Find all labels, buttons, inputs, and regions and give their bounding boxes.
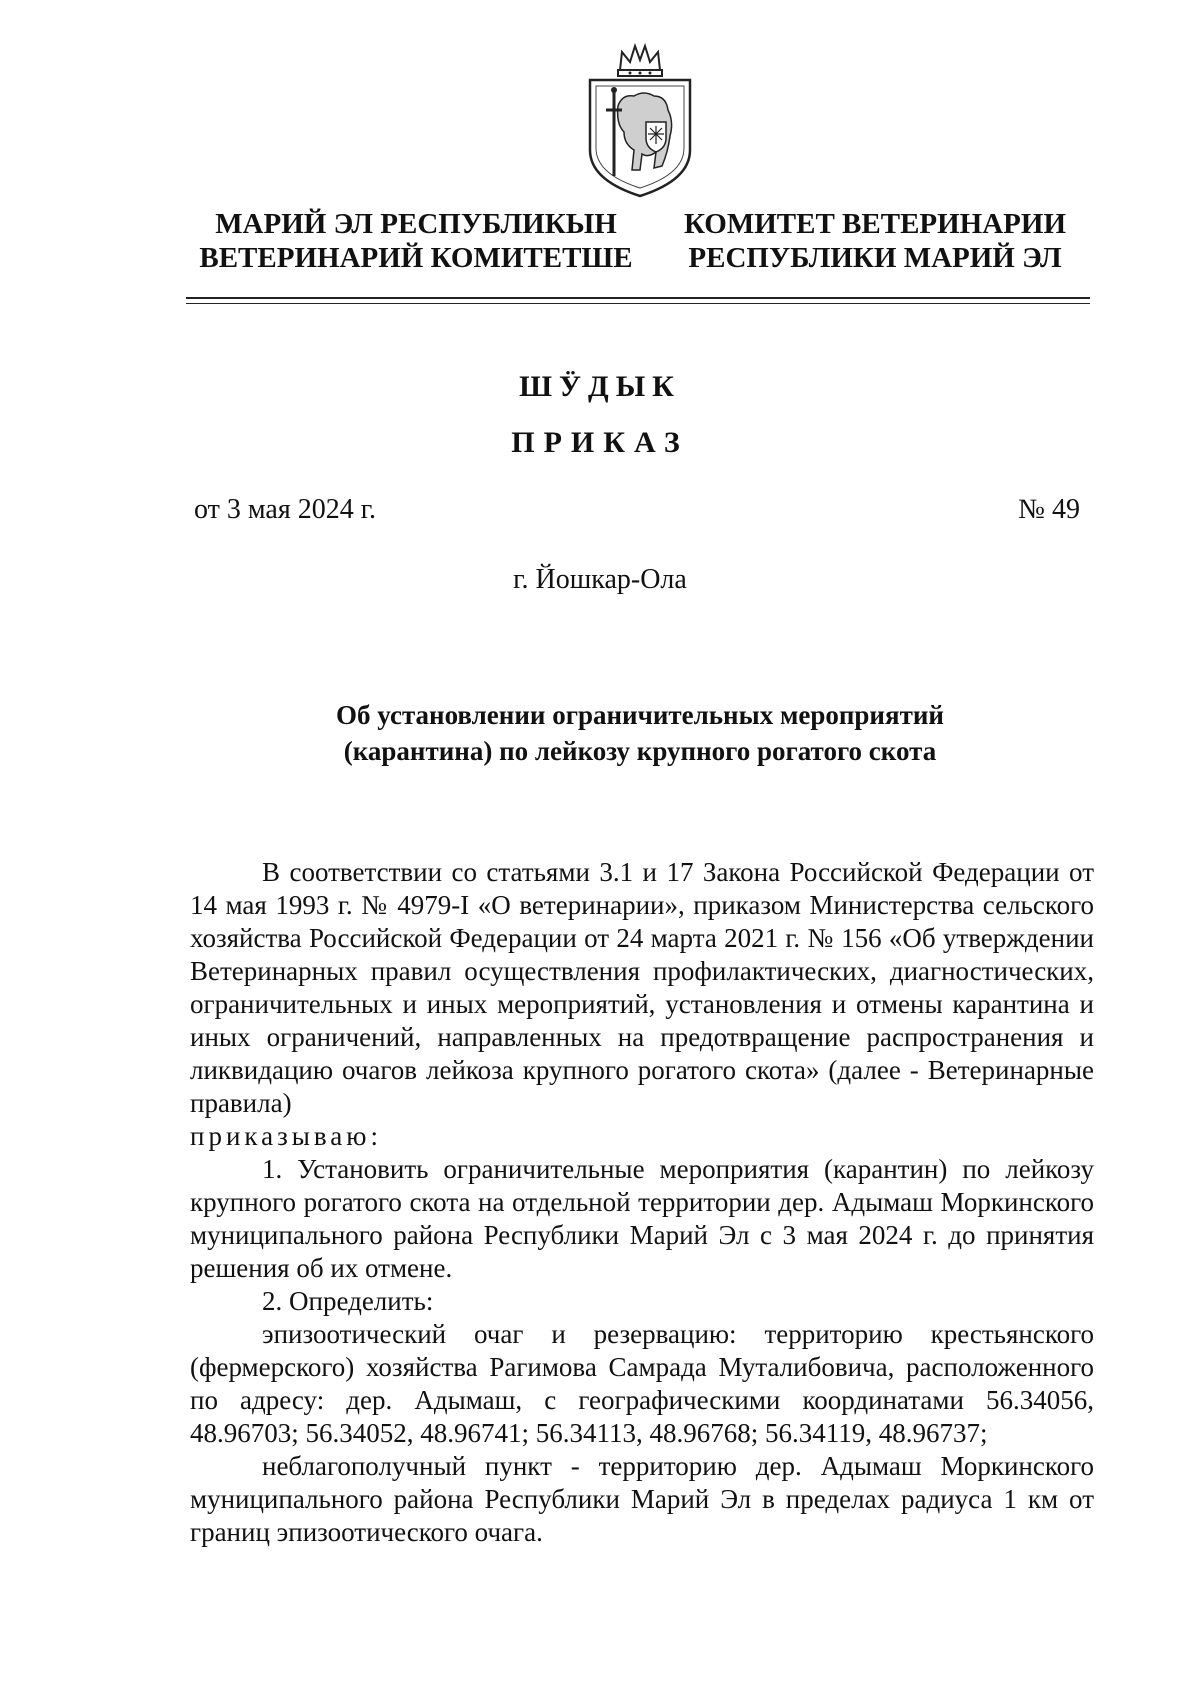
coat-of-arms-icon — [582, 40, 698, 202]
item-2-point-paragraph: неблагополучный пункт - территорию дер. Адымаш Моркинского муниципального района Республики Марий Эл в пределах радиуса 1 км от границ эпизоотического очага. — [190, 1451, 1094, 1547]
order-subject — [190, 697, 1090, 769]
preamble-paragraph: В соответствии со статьями 3.1 и 17 Закона Российской Федерации от 14 мая 1993 г. № 4979-I «О ветеринарии», приказом Министерства сельского хозяйства Российской Федерации от 24 марта 2021 г. № 156 «Об утверждении Ветеринарных правил осуществления профилактических, диагностических, ограничительных и иных мероприятий, установления и отмены карантина и иных ограничений, направленных на предотвращение распространения и ликвидацию очагов лейкоза крупного рогатого скота» (далее - Ветеринарные правила) — [190, 857, 1094, 1118]
header-russian-line1: КОМИТЕТ ВЕТЕРИНАРИИ — [683, 208, 1067, 240]
document-type-mari: ШӰДЫК — [519, 370, 681, 403]
order-body — [190, 856, 1094, 1549]
header-divider-thick — [186, 297, 1090, 299]
order-word: приказываю: — [190, 1121, 382, 1151]
item-1-paragraph: 1. Установить ограничительные мероприятия (карантин) по лейкозу крупного рогатого скота на отдельной территории дер. Адымаш Моркинского муниципального района Республики Марий Эл с 3 мая 2024 г. до принятия решения об их отмене. — [190, 1154, 1094, 1283]
header-mari — [186, 207, 646, 275]
order-number: № 49 — [1018, 494, 1080, 525]
subject-line1: Об установлении ограничительных мероприятий — [336, 700, 944, 730]
item-2-heading: 2. Определить: — [262, 1286, 434, 1316]
order-city: г. Йошкар-Ола — [513, 564, 687, 595]
header-russian-line2: РЕСПУБЛИКИ МАРИЙ ЭЛ — [688, 242, 1062, 274]
order-date: от 3 мая 2024 г. — [194, 494, 377, 525]
subject-line2: (карантина) по лейкозу крупного рогатого скота — [343, 736, 937, 766]
item-2-focus-paragraph: эпизоотический очаг и резервацию: территорию крестьянского (фермерского) хозяйства Рагимова Самрада Муталибовича, расположенного по адресу: дер. Адымаш, с географическими координатами 56.34056, 48.96703; 56.34052, 48.96741; 56.34113, 48.96768; 56.34119, 48.96737; — [190, 1319, 1094, 1448]
header-divider-thin — [186, 303, 1090, 304]
header-mari-line1: МАРИЙ ЭЛ РЕСПУБЛИКЫН — [215, 208, 617, 240]
document-type-russian: ПРИКАЗ — [511, 426, 689, 459]
header-mari-line2: ВЕТЕРИНАРИЙ КОМИТЕТШЕ — [199, 242, 633, 274]
header-russian — [675, 207, 1075, 275]
